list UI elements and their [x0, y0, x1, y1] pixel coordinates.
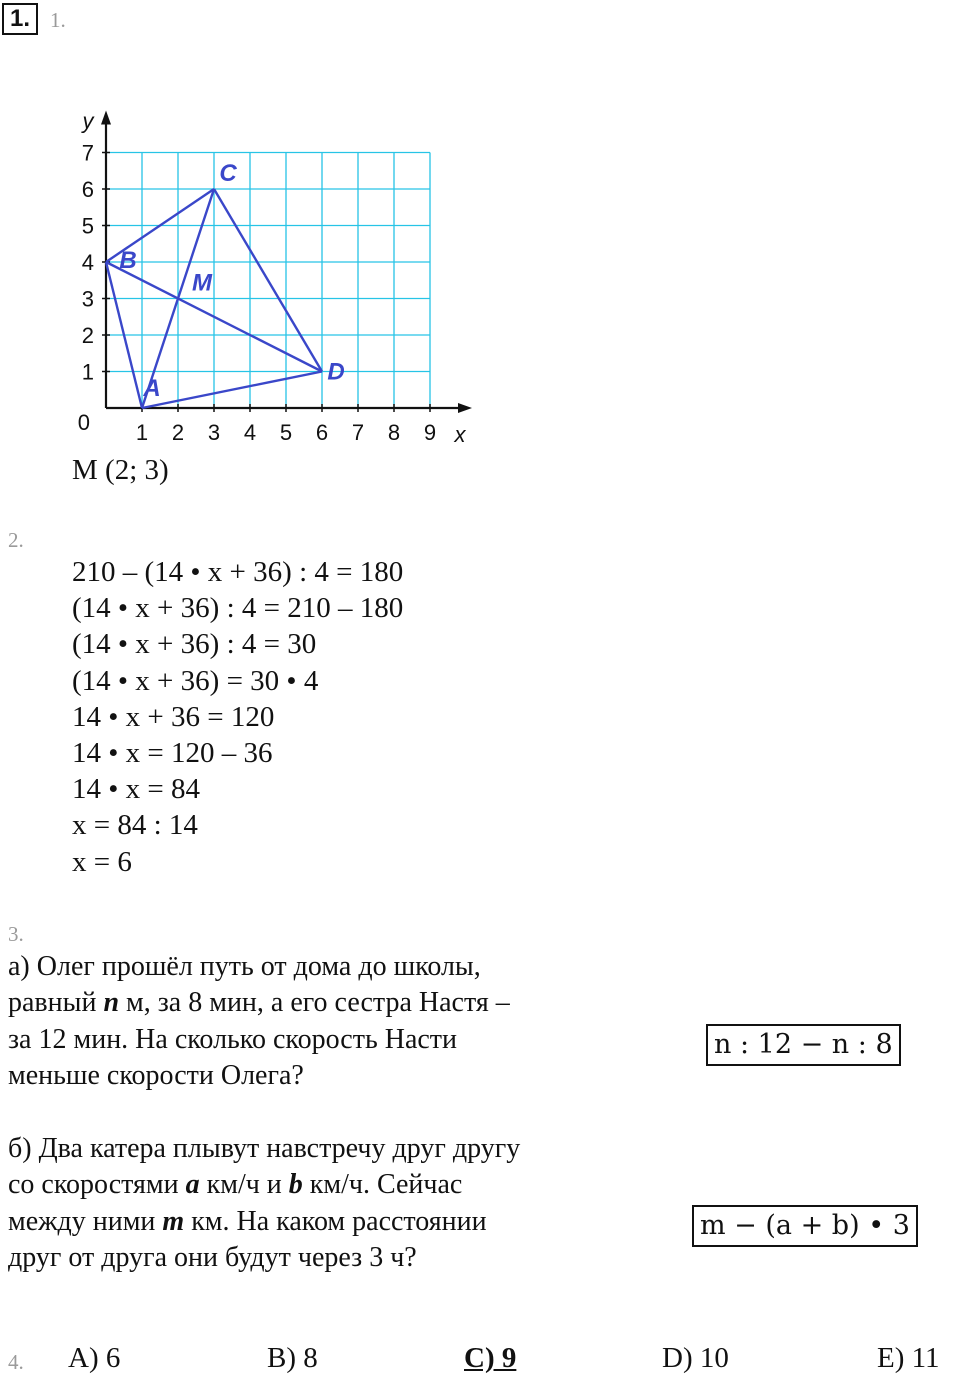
- y-tick-label: 6: [81, 177, 94, 202]
- y-tick-label: 5: [81, 213, 94, 239]
- x-tick-label: 6: [315, 420, 329, 445]
- point-label-D: D: [327, 358, 345, 386]
- equation-step: (14 • x + 36) : 4 = 30: [72, 628, 317, 661]
- answer-option: E) 11: [877, 1342, 940, 1374]
- y-axis-arrow-icon: [101, 111, 111, 125]
- x-tick-label: 2: [171, 420, 185, 445]
- x-tick-label: 9: [423, 420, 437, 445]
- x-tick-label: 3: [207, 420, 221, 445]
- answer-option-correct: C) 9: [464, 1342, 517, 1374]
- x-tick-label: 1: [135, 420, 149, 445]
- problem-b-text: б) Два катера плывут навстречу друг другу со скоростями a км/ч и b км/ч. Сейчас между ними m км. На каком расстоянии друг от друга они будут через 3 ч?: [8, 1133, 521, 1274]
- formula-b: m − (a + b) • 3: [692, 1205, 918, 1247]
- task-number-box: 1.: [2, 3, 38, 35]
- section-4-number: 4.: [8, 1350, 24, 1374]
- equation-step: 14 • x = 84: [72, 773, 201, 806]
- y-tick-label: 4: [81, 250, 94, 275]
- answer-1: M (2; 3): [72, 454, 169, 486]
- x-tick-label: 4: [243, 420, 257, 445]
- equation-step: 210 – (14 • x + 36) : 4 = 180: [72, 556, 404, 588]
- y-tick-label: 1: [81, 359, 94, 385]
- equation-step: x = 6: [72, 845, 132, 878]
- y-tick-label: 3: [81, 286, 94, 312]
- equation-step: 14 • x + 36 = 120: [72, 700, 275, 733]
- point-label-B: B: [119, 247, 137, 274]
- problem-a-text: а) Олег прошёл путь от дома до школы, равный n м, за 8 мин, а его сестра Настя – за 12 мин. На сколько скорость Насти меньше скорости Олега?: [8, 951, 510, 1092]
- x-axis-label: x: [454, 422, 466, 447]
- equation-step: 14 • x = 120 – 36: [72, 737, 273, 769]
- y-axis-label: y: [82, 108, 94, 134]
- segment-DA: [142, 372, 322, 409]
- point-label-C: C: [219, 160, 237, 187]
- section-2-number: 2.: [8, 528, 24, 552]
- x-axis-arrow-icon: [458, 403, 472, 413]
- answer-option: B) 8: [267, 1342, 318, 1374]
- answer-option: A) 6: [68, 1342, 121, 1374]
- variable-n: n: [103, 987, 120, 1019]
- equation-step: (14 • x + 36) : 4 = 210 – 180: [72, 592, 404, 625]
- y-tick-label: 2: [81, 323, 94, 348]
- point-label-M: M: [192, 269, 212, 297]
- y-tick-label: 7: [81, 140, 94, 166]
- section-3-number: 3.: [8, 922, 24, 946]
- origin-label: 0: [77, 410, 90, 435]
- formula-a: n : 12 − n : 8: [706, 1024, 901, 1066]
- equation-step: x = 84 : 14: [72, 809, 198, 842]
- point-label-A: A: [143, 375, 161, 402]
- variable-a: a: [185, 1169, 200, 1201]
- x-tick-label: 7: [351, 420, 365, 445]
- equation-step: (14 • x + 36) = 30 • 4: [72, 664, 319, 697]
- x-tick-label: 5: [279, 420, 293, 445]
- answer-option: D) 10: [662, 1342, 729, 1374]
- variable-b: b: [288, 1169, 303, 1201]
- variable-m: m: [162, 1205, 185, 1237]
- x-tick-label: 8: [387, 420, 401, 445]
- section-1-number: 1.: [50, 8, 66, 32]
- coordinate-graph: [60, 100, 480, 460]
